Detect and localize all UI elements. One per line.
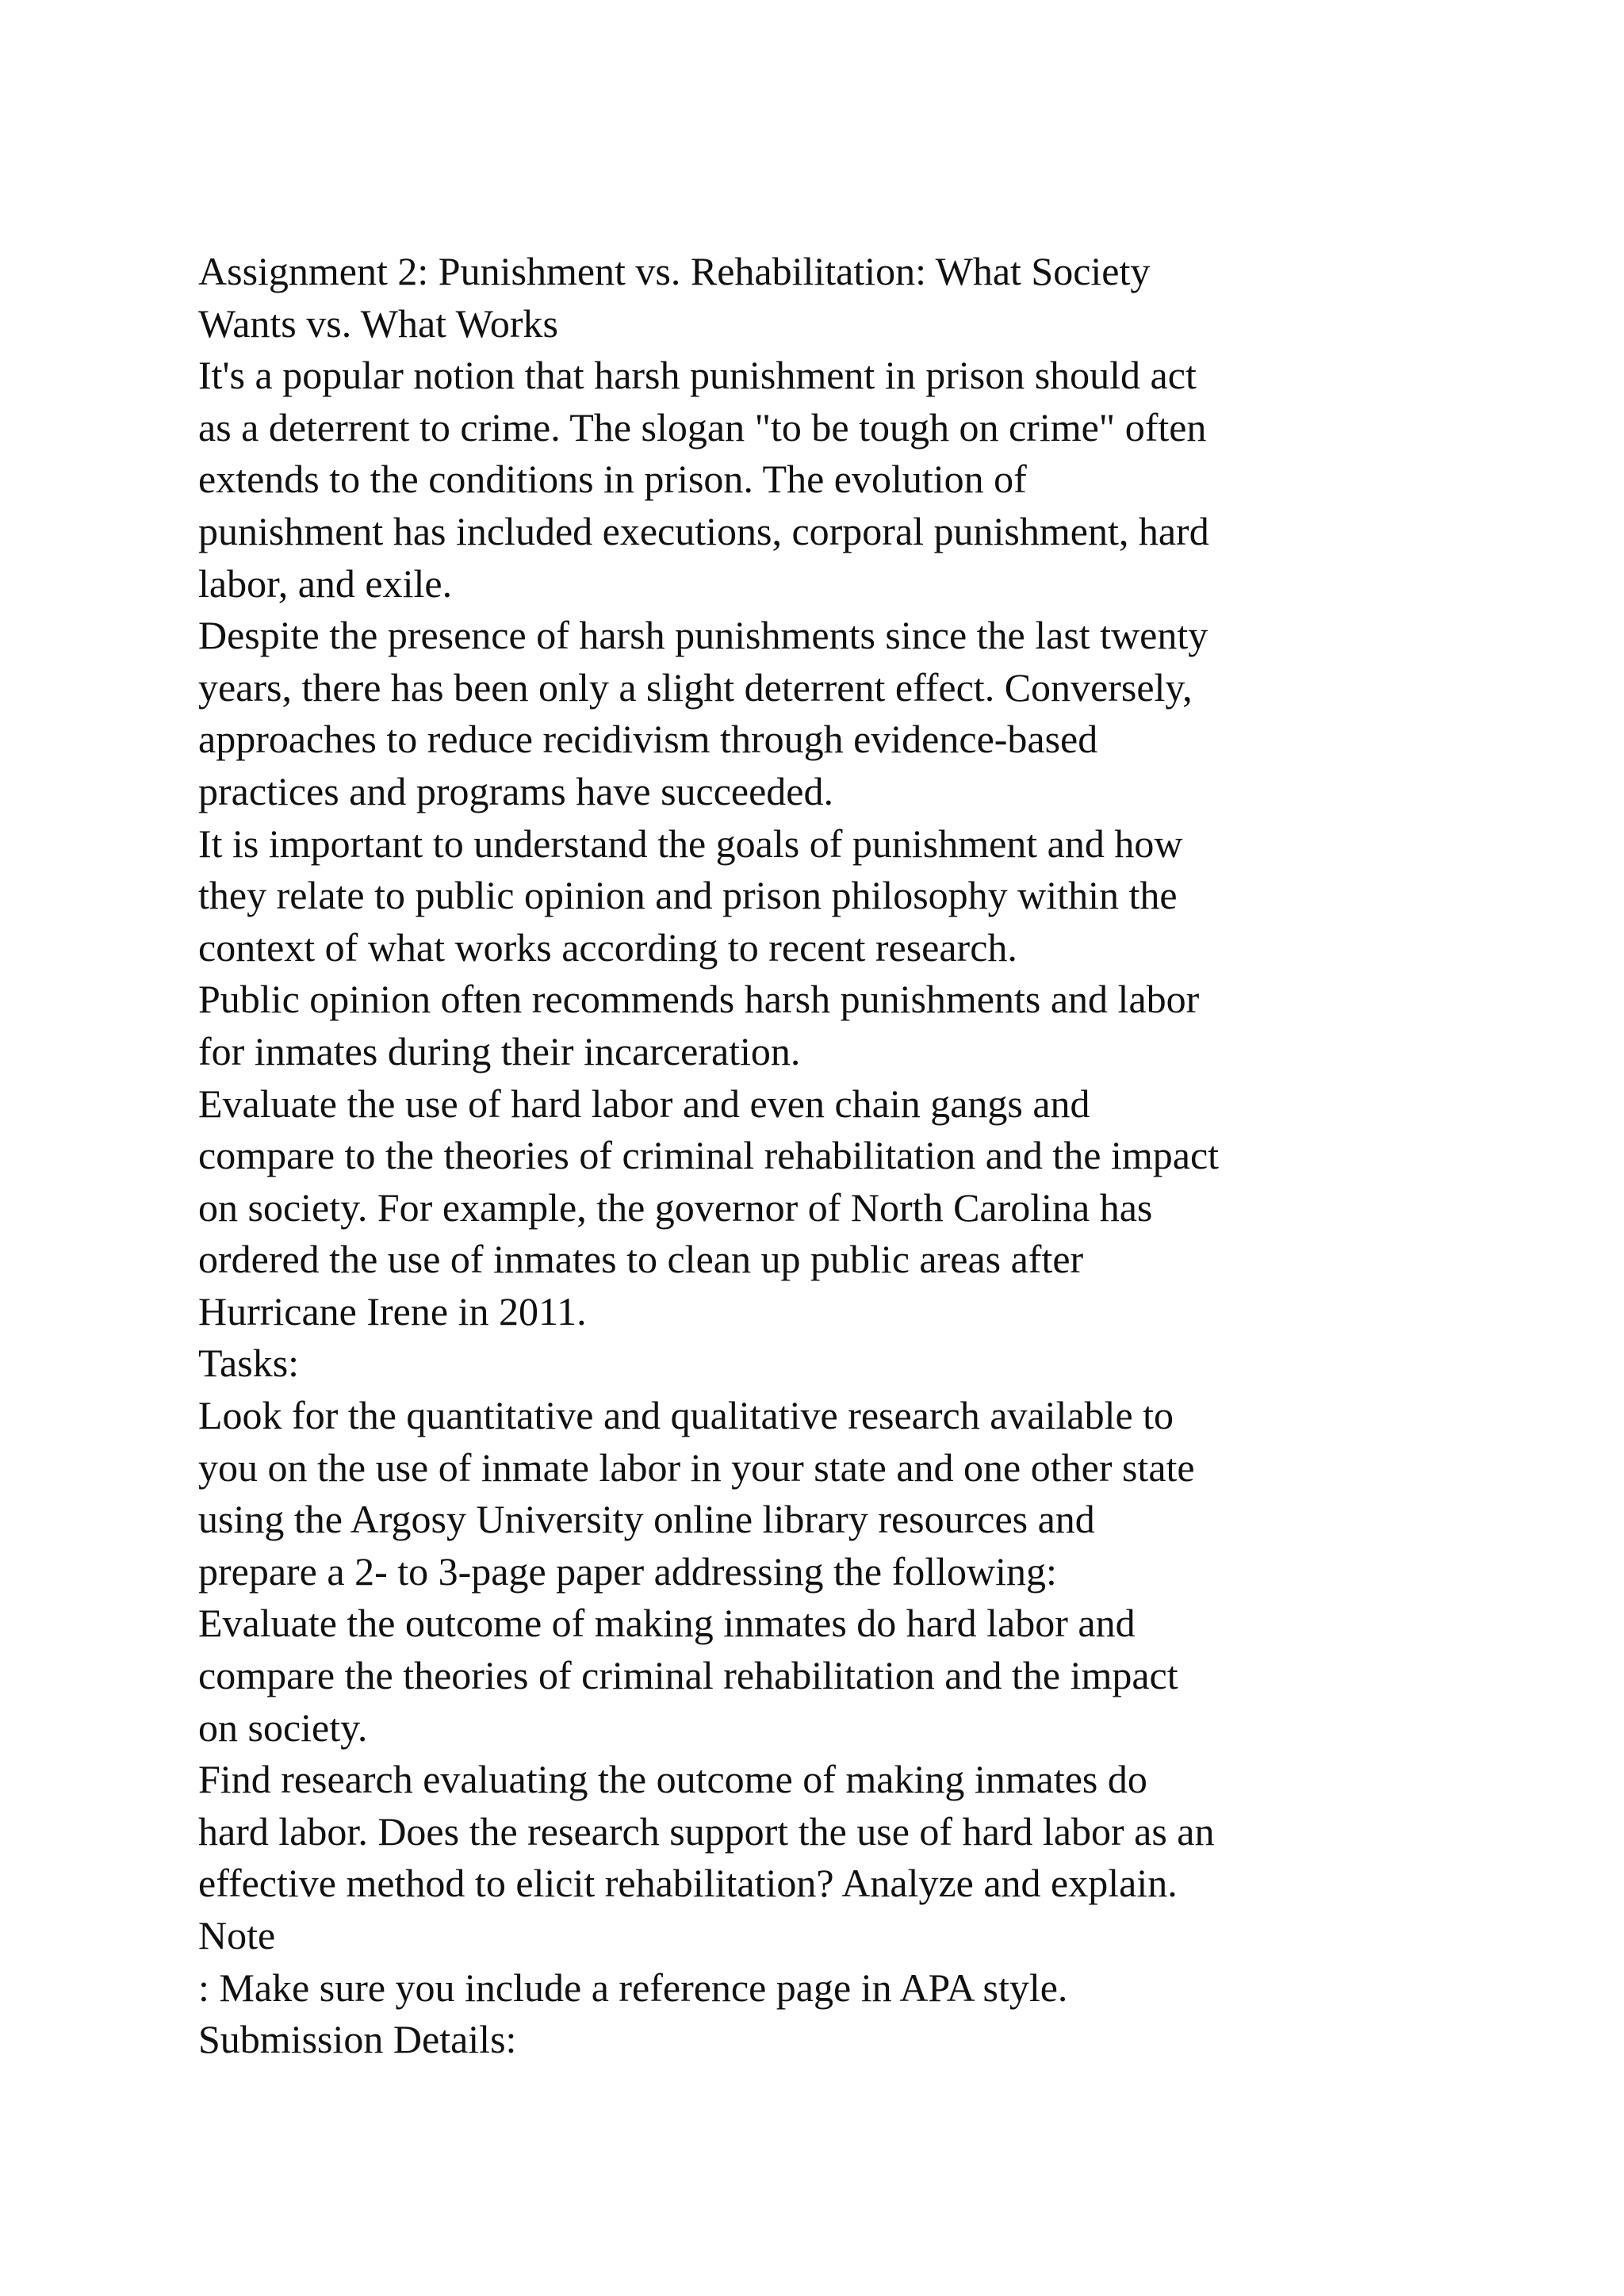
document-body <box>198 246 1507 2066</box>
note-text: : Make sure you include a reference page in APA style. <box>198 1965 1068 2010</box>
tasks-heading: Tasks: <box>198 1341 300 1386</box>
body-line: compare the theories of criminal rehabilitation and the impact <box>198 1653 1178 1698</box>
body-line: they relate to public opinion and prison philosophy within the <box>198 873 1178 918</box>
body-line: Hurricane Irene in 2011. <box>198 1288 587 1334</box>
body-line: for inmates during their incarceration. <box>198 1028 801 1073</box>
body-line: context of what works according to recent research. <box>198 924 1017 970</box>
body-line: It's a popular notion that harsh punishment in prison should act <box>198 353 1197 398</box>
body-line: you on the use of inmate labor in your state and one other state <box>198 1445 1195 1490</box>
body-line: Despite the presence of harsh punishments since the last twenty <box>198 613 1208 658</box>
body-line: hard labor. Does the research support the use of hard labor as an <box>198 1808 1215 1854</box>
body-line: prepare a 2- to 3-page paper addressing the following: <box>198 1548 1057 1594</box>
body-line: on society. <box>198 1705 368 1750</box>
submission-details-heading: Submission Details: <box>198 2017 517 2062</box>
body-line: on society. For example, the governor of North Carolina has <box>198 1184 1153 1230</box>
body-line: practices and programs have succeeded. <box>198 768 834 813</box>
body-line: as a deterrent to crime. The slogan "to be tough on crime" often <box>198 404 1207 450</box>
body-line: Find research evaluating the outcome of making inmates do <box>198 1757 1147 1802</box>
body-line: effective method to elicit rehabilitation? Analyze and explain. <box>198 1861 1178 1906</box>
body-line: years, there has been only a slight deterrent effect. Conversely, <box>198 664 1193 710</box>
body-line: punishment has included executions, corporal punishment, hard <box>198 508 1209 553</box>
assignment-title-line-1: Assignment 2: Punishment vs. Rehabilitation: What Society <box>198 249 1151 293</box>
body-line: ordered the use of inmates to clean up public areas after <box>198 1237 1084 1282</box>
body-line: Evaluate the outcome of making inmates do hard labor and <box>198 1601 1136 1646</box>
body-line: Evaluate the use of hard labor and even chain gangs and <box>198 1081 1090 1126</box>
body-line: It is important to understand the goals of punishment and how <box>198 821 1183 866</box>
body-line: Look for the quantitative and qualitative research available to <box>198 1393 1174 1438</box>
body-line: Public opinion often recommends harsh punishments and labor <box>198 977 1200 1022</box>
body-line: using the Argosy University online library resources and <box>198 1497 1095 1542</box>
body-line: compare to the theories of criminal rehabilitation and the impact <box>198 1133 1220 1178</box>
body-line: extends to the conditions in prison. The evolution of <box>198 457 1027 502</box>
note-label: Note <box>198 1913 276 1957</box>
body-line: labor, and exile. <box>198 561 453 606</box>
assignment-title-line-2: Wants vs. What Works <box>198 300 558 346</box>
body-line: approaches to reduce recidivism through evidence-based <box>198 717 1098 762</box>
